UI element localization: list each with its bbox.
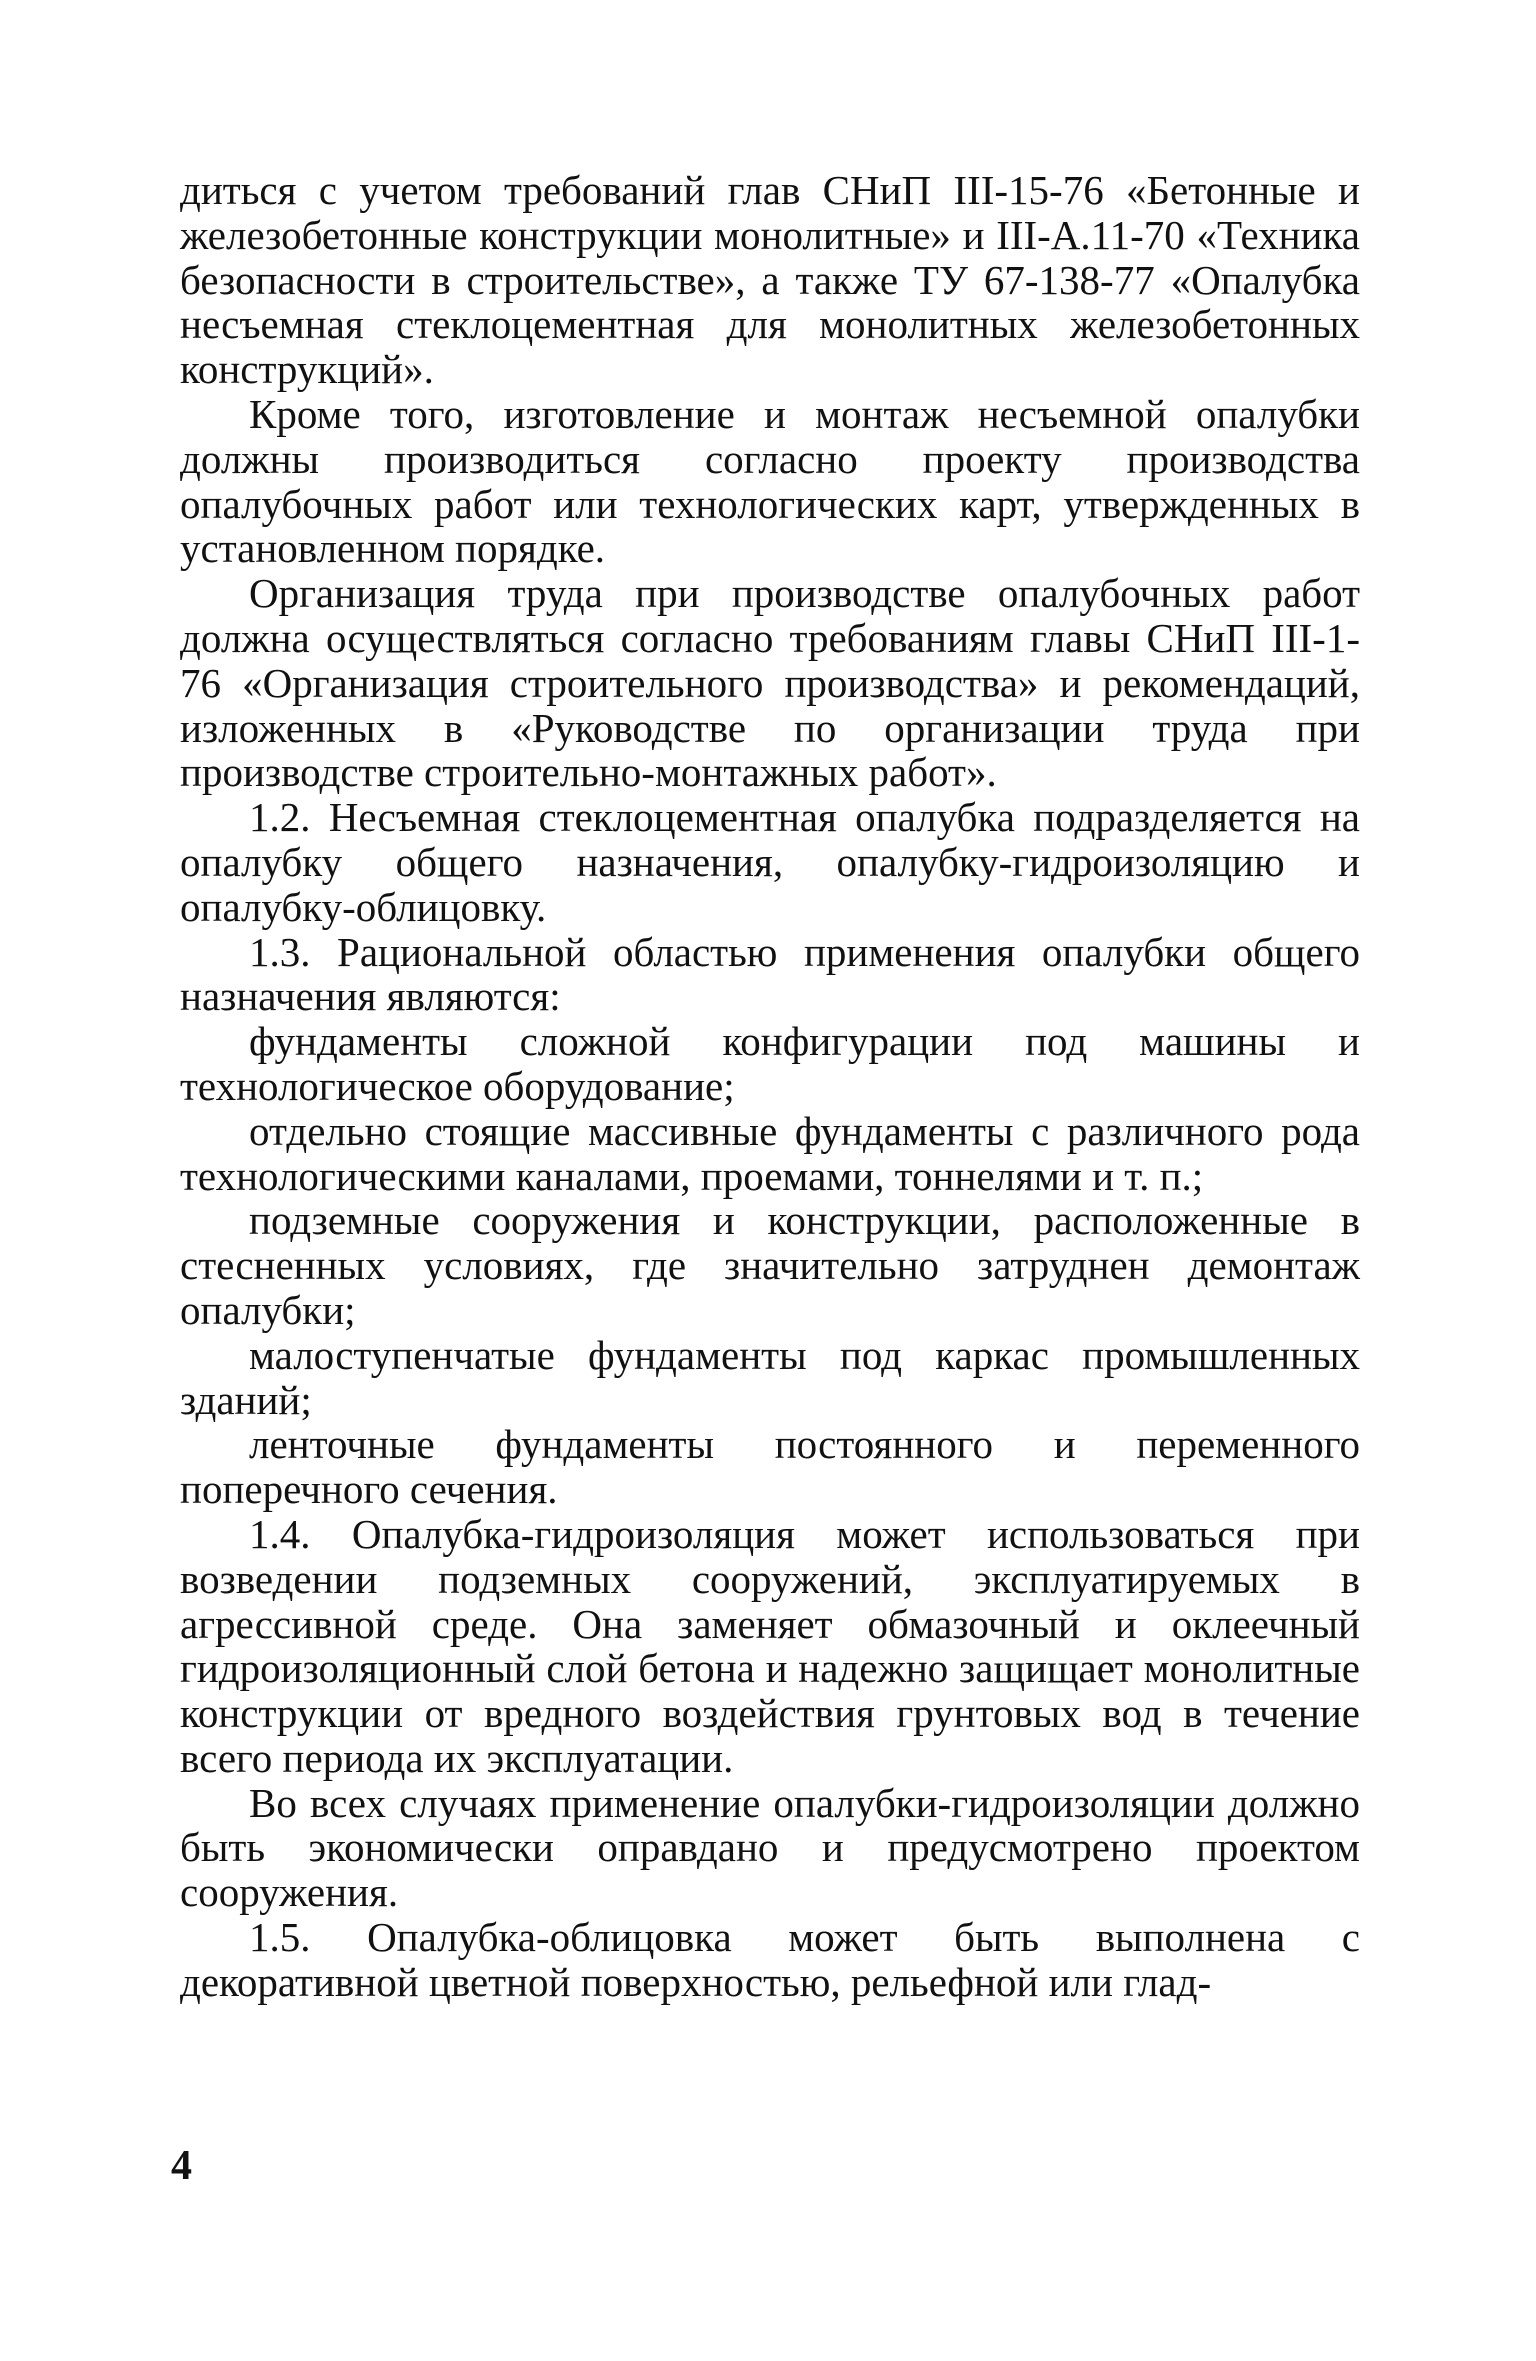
page-number: 4 xyxy=(171,2143,192,2189)
paragraph-1-5: 1.5. Опалубка-облицовка может быть выполнена с декоративной цветной поверхностью, рельефной или глад- xyxy=(180,1914,1360,2005)
list-item-massive-foundations: отдельно стоящие массивные фундаменты с различного рода технологическими каналами, проемами, тоннелями и т. п.; xyxy=(180,1107,1360,1199)
paragraph-labor-organization: Организация труда при производстве опалубочных работ должна осуществляться согласно требованиям главы СНиП III-1-76 «Организация строительного производства» и рекомендаций, изложенных в «Руководстве по организации труда при производстве строительно-монтажных работ». xyxy=(180,570,1360,796)
paragraph-1-3: 1.3. Рациональной областью применения опалубки общего назначения являются: xyxy=(180,928,1360,1020)
paragraph-1-4: 1.4. Опалубка-гидроизоляция может использоваться при возведении подземных сооружений, эксплуатируемых в агрессивной среде. Она заменяет обмазочный и оклеечный гидроизоляционный слой бетона и надежно защищает монолитные конструкции от вредного воздействия грунтовых вод в течение всего периода их эксплуатации. xyxy=(180,1510,1360,1781)
paragraph-1-2: 1.2. Несъемная стеклоцементная опалубка подразделяется на опалубку общего назначения, опалубку-гидроизоляцию и опалубку-облицовку. xyxy=(180,794,1360,930)
list-item-strip-foundations: ленточные фундаменты постоянного и переменного поперечного сечения. xyxy=(180,1421,1360,1513)
paragraph-economic-justification: Во всех случаях применение опалубки-гидроизоляции должно быть экономически оправдано и предусмотрено проектом сооружения. xyxy=(180,1779,1360,1916)
paragraph-continuation: диться с учетом требований глав СНиП III-15-76 «Бетонные и железобетонные конструкции монолитные» и III-А.11-70 «Техника безопасности в строительстве», а также ТУ 67-138-77 «Опалубка несъемная стеклоцементная для монолитных железобетонных конструкций». xyxy=(180,167,1360,393)
list-item-foundations-complex: фундаменты сложной конфигурации под машины и технологическое оборудование; xyxy=(180,1018,1360,1109)
paragraph-project: Кроме того, изготовление и монтаж несъемной опалубки должны производиться согласно проекту производства опалубочных работ или технологических карт, утвержденных в установленном порядке. xyxy=(180,390,1360,572)
list-item-low-step-foundations: малоступенчатые фундаменты под каркас промышленных зданий; xyxy=(180,1331,1360,1423)
body-text xyxy=(180,168,1360,2005)
list-item-underground-structures: подземные сооружения и конструкции, расположенные в стесненных условиях, где значительно затруднен демонтаж опалубки; xyxy=(180,1197,1360,1333)
